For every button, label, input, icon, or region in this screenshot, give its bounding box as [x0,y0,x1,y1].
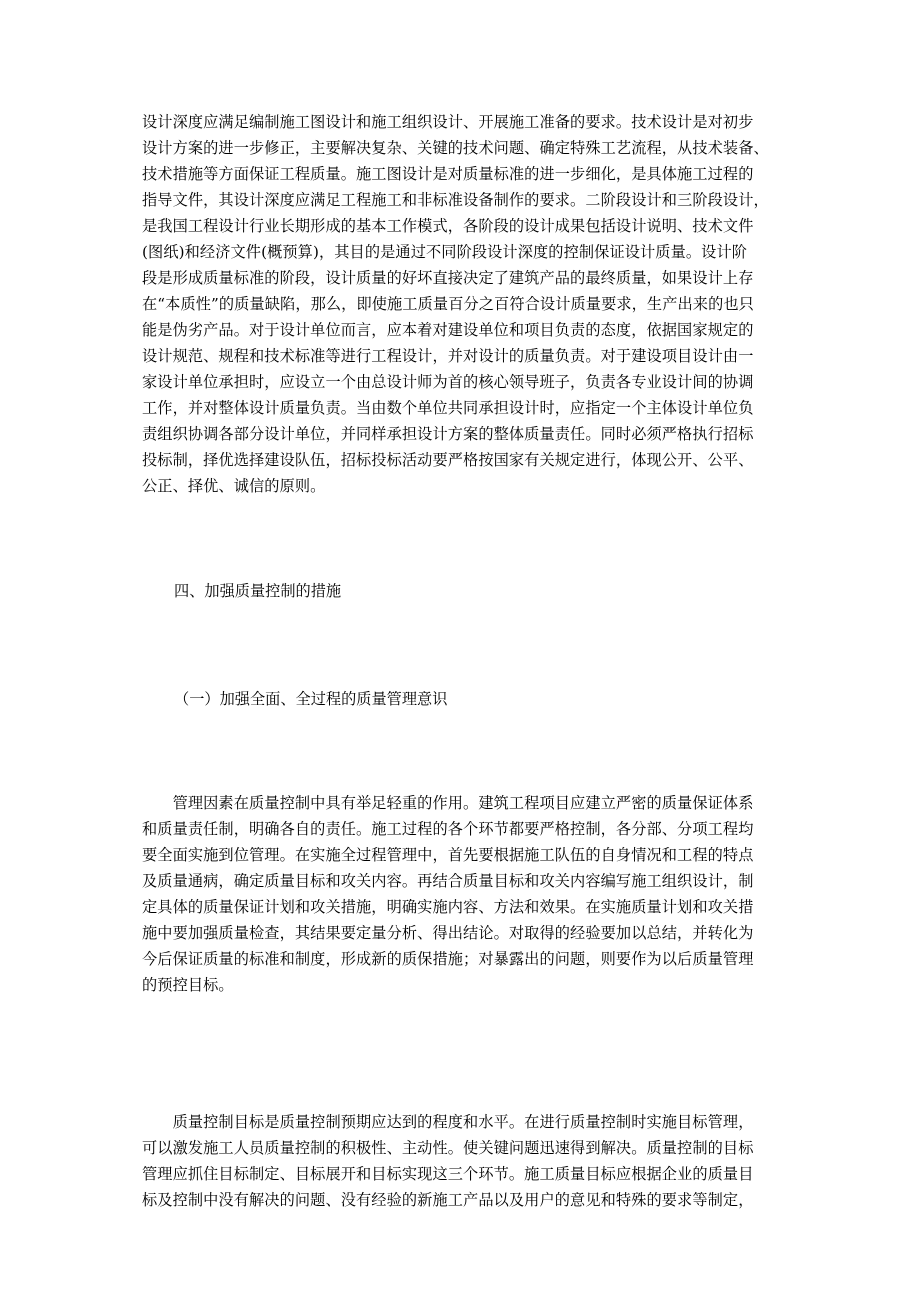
text-line: 施中要加强质量检查，其结果要定量分析、得出结论。对取得的经验要加以总结，并转化为 [142,924,754,942]
paragraph-management-factors [142,790,814,998]
section-heading-4: 四、加强质量控制的措施 [174,582,342,600]
paragraph-design-stage [142,109,814,499]
text-line: 管理因素在质量控制中具有举足轻重的作用。建筑工程项目应建立严密的质量保证体系 [142,794,754,812]
text-line: 及质量通病，确定质量目标和攻关内容。再结合质量目标和攻关内容编写施工组织设计，制 [142,872,754,890]
text-line: 要全面实施到位管理。在实施全过程管理中，首先要根据施工队伍的自身情况和工程的特点 [142,846,754,864]
text-line: 今后保证质量的标准和制度，形成新的质保措施；对暴露出的问题，则要作为以后质量管理 [142,950,754,968]
text-line: 和质量责任制，明确各自的责任。施工过程的各个环节都要严格控制，各分部、分项工程均 [142,820,754,838]
text-line: 是我国工程设计行业长期形成的基本工作模式，各阶段的设计成果包括设计说明、技术文件 [142,217,754,235]
text-line: 可以激发施工人员质量控制的积极性、主动性。使关键问题迅速得到解决。质量控制的目标 [142,1139,754,1157]
text-line: 技术措施等方面保证工程质量。施工图设计是对质量标准的进一步细化，是具体施工过程的 [142,165,754,183]
text-line: 段是形成质量标准的阶段，设计质量的好坏直接决定了建筑产品的最终质量，如果设计上存 [142,269,754,287]
text-line: 工作，并对整体设计质量负责。当由数个单位共同承担设计时，应指定一个主体设计单位负 [142,399,754,417]
text-line: (图纸)和经济文件(概预算)，其目的是通过不同阶段设计深度的控制保证设计质量。设计阶 [142,243,748,261]
text-line: 指导文件，其设计深度应满足工程施工和非标准设备制作的要求。二阶段设计和三阶段设计， [142,191,769,209]
paragraph-quality-targets [142,1109,814,1213]
text-line: 责组织协调各部分设计单位，并同样承担设计方案的整体质量责任。同时必须严格执行招标 [142,425,754,443]
subsection-heading-1: （一）加强全面、全过程的质量管理意识 [174,690,448,708]
text-line: 的预控目标。 [142,976,234,994]
text-line: 管理应抓住目标制定、目标展开和目标实现这三个环节。施工质量目标应根据企业的质量目 [142,1165,754,1183]
text-line: 质量控制目标是质量控制预期应达到的程度和水平。在进行质量控制时实施目标管理， [142,1113,754,1131]
text-line: 投标制，择优选择建设队伍，招标投标活动要严格按国家有关规定进行，体现公开、公平、 [142,451,754,469]
text-line: 标及控制中没有解决的问题、没有经验的新施工产品以及用户的意见和特殊的要求等制定， [142,1191,754,1209]
text-line: 设计规范、规程和技术标准等进行工程设计，并对设计的质量负责。对于建设项目设计由一 [142,347,754,365]
text-line: 家设计单位承担时，应设立一个由总设计师为首的核心领导班子，负责各专业设计间的协调 [142,373,754,391]
text-line: 定具体的质量保证计划和攻关措施，明确实施内容、方法和效果。在实施质量计划和攻关措 [142,898,754,916]
text-line: 设计深度应满足编制施工图设计和施工组织设计、开展施工准备的要求。技术设计是对初步 [142,113,754,131]
text-line: 公正、择优、诚信的原则。 [142,477,326,495]
text-line: 在“本质性”的质量缺陷，那么，即使施工质量百分之百符合设计质量要求，生产出来的也只 [142,295,754,313]
text-line: 设计方案的进一步修正，主要解决复杂、关键的技术问题、确定特殊工艺流程，从技术装备、 [142,139,769,157]
text-line: 能是伪劣产品。对于设计单位而言，应本着对建设单位和项目负责的态度，依据国家规定的 [142,321,754,339]
